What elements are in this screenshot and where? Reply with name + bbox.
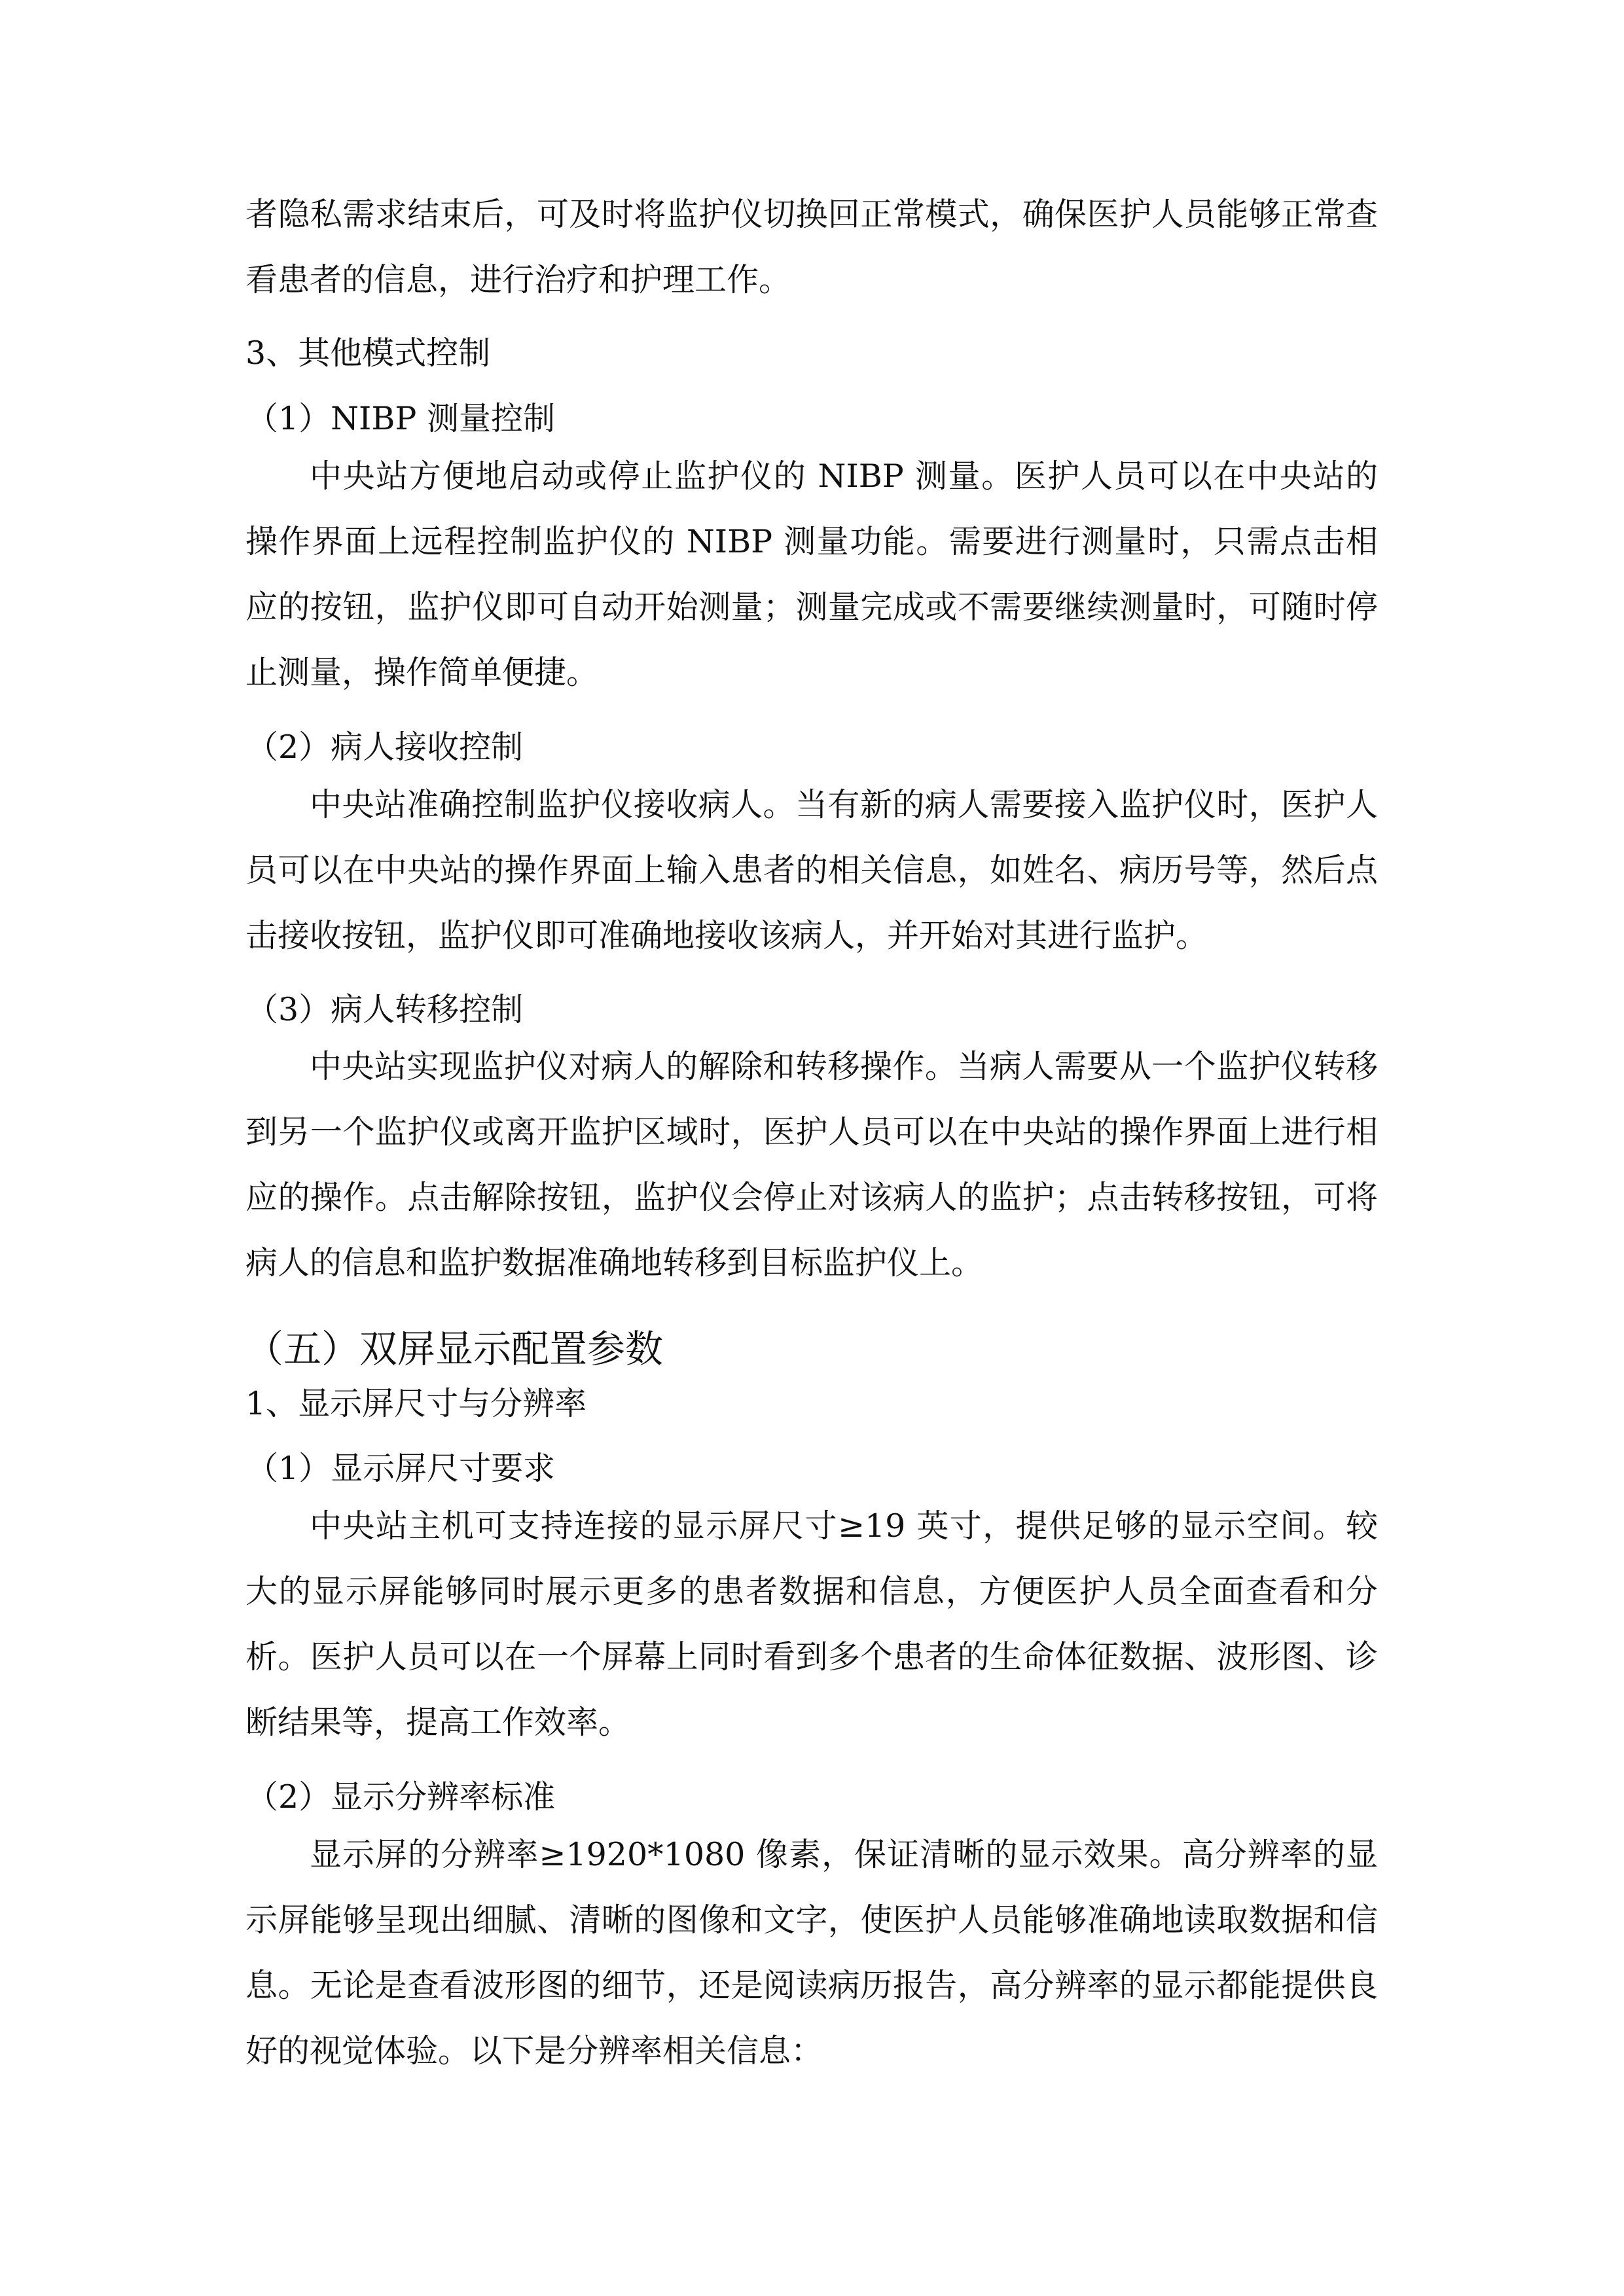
resolution-heading: （2）显示分辨率标准 [246, 1778, 556, 1816]
receive-heading: （2）病人接收控制 [246, 728, 524, 766]
transfer-paragraph: 中央站实现监护仪对病人的解除和转移操作。当病人需要从一个监护仪转移到另一个监护仪或离开监护区域时，医护人员可以在中央站的操作界面上进行相应的操作。点击解除按钮，监护仪会停止对该病人的监护；点击转移按钮，可将病人的信息和监护数据准确地转移到目标监护仪上。 [245, 1048, 1378, 1282]
transfer-heading: （3）病人转移控制 [246, 991, 524, 1028]
dual-screen-heading: （五）双屏显示配置参数 [245, 1327, 664, 1371]
intro-paragraph: 者隐私需求结束后，可及时将监护仪切换回正常模式，确保医护人员能够正常查看患者的信息，进行治疗和护理工作。 [245, 196, 1378, 298]
nibp-paragraph: 中央站方便地启动或停止监护仪的 NIBP 测量。医护人员可以在中央站的操作界面上远程控制监护仪的 NIBP 测量功能。需要进行测量时，只需点击相应的按钮，监护仪即可自动开始测量；测量完成或不需要继续测量时，可随时停止测量，操作简单便捷。 [245, 457, 1378, 691]
receive-paragraph: 中央站准确控制监护仪接收病人。当有新的病人需要接入监护仪时，医护人员可以在中央站的操作界面上输入患者的相关信息，如姓名、病历号等，然后点击接收按钮，监护仪即可准确地接收该病人，并开始对其进行监护。 [245, 786, 1378, 954]
other-mode-heading: 3、其他模式控制 [245, 334, 491, 372]
resolution-paragraph: 显示屏的分辨率≥1920*1080 像素，保证清晰的显示效果。高分辨率的显示屏能够呈现出细腻、清晰的图像和文字，使医护人员能够准确地读取数据和信息。无论是查看波形图的细节，还是阅读病历报告，高分辨率的显示都能提供良好的视觉体验。以下是分辨率相关信息： [245, 1836, 1378, 2070]
size-heading: （1）显示屏尺寸要求 [246, 1450, 556, 1487]
size-paragraph: 中央站主机可支持连接的显示屏尺寸≥19 英寸，提供足够的显示空间。较大的显示屏能够同时展示更多的患者数据和信息，方便医护人员全面查看和分析。医护人员可以在一个屏幕上同时看到多个患者的生命体征数据、波形图、诊断结果等，提高工作效率。 [245, 1507, 1378, 1741]
size-res-heading: 1、显示屏尺寸与分辨率 [245, 1385, 587, 1422]
nibp-heading: （1）NIBP 测量控制 [246, 400, 555, 437]
